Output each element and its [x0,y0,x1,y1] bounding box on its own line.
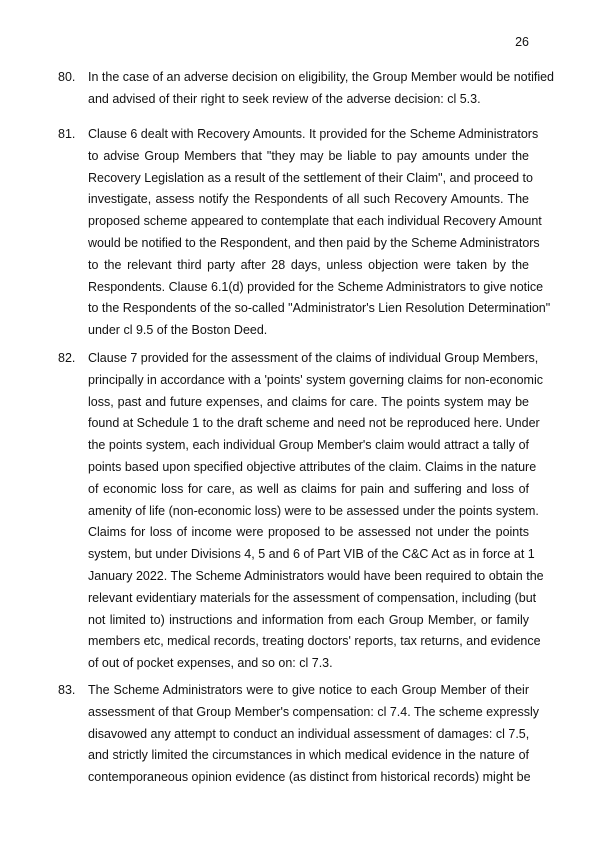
text-line: The Scheme Administrators were to give notice to each Group Member of their [88,683,529,697]
text-line: amenity of life (non-economic loss) were to be assessed under the points system. [88,503,539,518]
text-line: points based upon specified objective attributes of the claim. Claims in the nature [88,459,537,474]
text-line: and advised of their right to seek review of the adverse decision: cl 5.3. [88,91,481,106]
text-line: contemporaneous opinion evidence (as distinct from historical records) might be [88,770,531,785]
text-line: and strictly limited the circumstances in which medical evidence in the nature of [88,748,529,763]
text-line: January 2022. The Scheme Administrators would have been required to obtain the [88,568,544,583]
paragraph-body [88,680,539,789]
text-line: would be notified to the Respondent, and then paid by the Scheme Administrators [88,235,540,250]
text-line: to the Respondents of the so-called "Administrator's Lien Resolution Determination" [88,301,551,316]
text-line: of out of pocket expenses, and so on: cl 7.3. [88,656,333,671]
text-line: Claims for loss of income were proposed to be assessed not under the points [88,525,529,540]
text-line: to advise Group Members that "they may be liable to pay amounts under the [88,148,529,163]
paragraph-body [88,348,544,675]
text-line: disavowed any attempt to conduct an individual assessment of damages: cl 7.5, [88,726,530,741]
text-line: Respondents. Clause 6.1(d) provided for the Scheme Administrators to give notice [88,279,544,294]
text-line: Clause 7 provided for the assessment of the claims of individual Group Members, [88,351,539,365]
text-line: members etc, medical records, treating doctors' reports, tax returns, and evidence [88,634,541,649]
paragraph-body [88,67,555,111]
text-line: principally in accordance with a 'points' system governing claims for non-economic [88,372,543,387]
paragraph-number: 81. [58,127,76,141]
text-line: to the relevant third party after 28 days, unless objection were taken by the [88,257,529,272]
text-line: Recovery Legislation as a result of the settlement of their Claim", and proceed to [88,170,533,185]
page-number: 26 [515,35,529,49]
text-line: Clause 6 dealt with Recovery Amounts. It provided for the Scheme Administrators [88,127,539,141]
paragraph-number: 83. [58,683,76,697]
text-line: proposed scheme appeared to contemplate that each individual Recovery Amount [88,214,542,229]
text-line: assessment of that Group Member's compensation: cl 7.4. The scheme expressly [88,704,539,719]
paragraph-number: 82. [58,351,76,365]
text-line: found at Schedule 1 to the draft scheme and need not be reproduced here. Under [88,416,540,431]
text-line: the points system, each individual Group Member's claim would attract a tally of [88,438,529,453]
paragraph-number: 80. [58,70,76,84]
text-line: system, but under Divisions 4, 5 and 6 of Part VIB of the C&C Act as in force at 1 [88,547,535,562]
text-line: relevant evidentiary materials for the assessment of compensation, including (but [88,590,537,605]
text-line: not limited to) instructions and information from each Group Member, or family [88,612,529,627]
text-line: of economic loss for care, as well as claims for pain and suffering and loss of [88,481,529,496]
text-line: In the case of an adverse decision on eligibility, the Group Member would be notified [88,70,555,84]
text-line: under cl 9.5 of the Boston Deed. [88,323,268,338]
paragraph-body [88,124,551,342]
text-line: investigate, assess notify the Respondents of all such Recovery Amounts. The [88,192,529,207]
text-line: loss, past and future expenses, and claims for care. The points system may be [88,394,529,409]
